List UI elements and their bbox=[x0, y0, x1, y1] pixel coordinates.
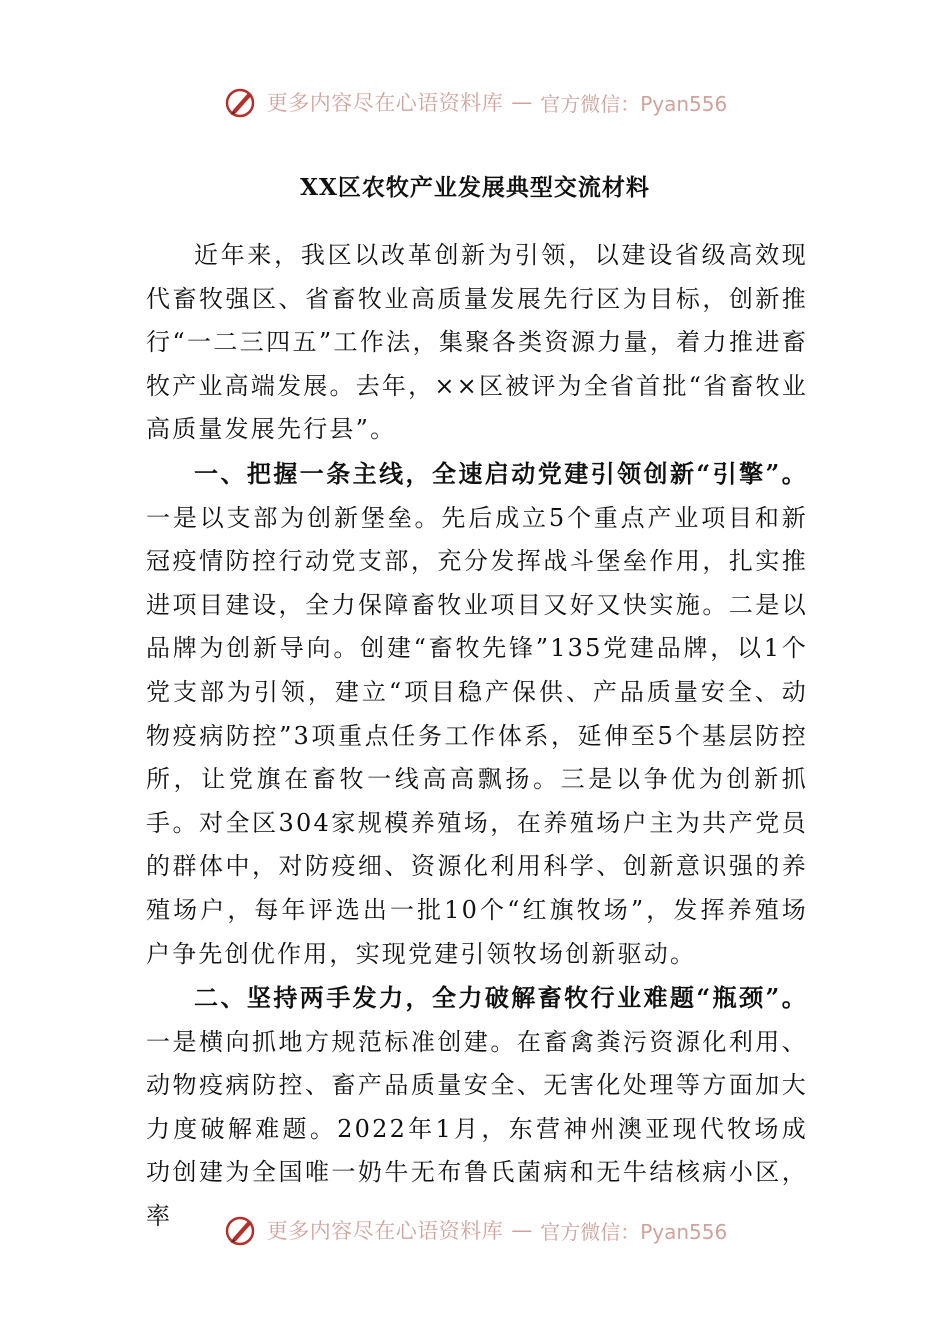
watermark-brand: 更多内容尽在心语资料库 bbox=[266, 91, 504, 115]
intro-paragraph: 近年来，我区以改革创新为引领，以建设省级高效现代畜牧强区、省畜牧业高质量发展先行区为目标，创新推行“一二三四五”工作法，集聚各类资源力量，着力推进畜牧产业高端发展。去年，××区被评为全省首批“省畜牧业高质量发展先行县”。 bbox=[146, 241, 808, 444]
section-1-paragraph bbox=[146, 452, 808, 976]
watermark-contact: 官方微信：Pyan556 bbox=[540, 91, 728, 116]
section-2-paragraph bbox=[146, 976, 808, 1239]
header-watermark bbox=[0, 80, 950, 124]
document-title: XX区农牧产业发展典型交流材料 bbox=[300, 174, 650, 201]
footer-watermark bbox=[0, 1208, 950, 1252]
section-1-heading: 一、把握一条主线，全速启动党建引领创新“引擎”。 bbox=[194, 458, 808, 488]
section-2-heading: 二、坚持两手发力，全力破解畜牧行业难题“瓶颈”。 bbox=[194, 983, 808, 1013]
section-1-body: 一是以支部为创新堡垒。先后成立5个重点产业项目和新冠疫情防控行动党支部，充分发挥战斗堡垒作用，扎实推进项目建设，全力保障畜牧业项目又好又快实施。二是以品牌为创新导向。创建“畜牧先锋”135党建品牌，以1个党支部为引领，建立“项目稳产保供、产品质量安全、动物疫病防控”3项重点任务工作体系，延伸至5个基层防控所，让党旗在畜牧一线高高飘扬。三是以争优为创新抓手。对全区304家规模养殖场，在养殖场户主为共产党员的群体中，对防疫细、资源化利用科学、创新意识强的养殖场户，每年评选出一批10个“红旗牧场”，发挥养殖场户争先创优作用，实现党建引领牧场创新驱动。 bbox=[146, 503, 808, 968]
pen-logo-icon bbox=[223, 1212, 259, 1248]
watermark-separator: — bbox=[511, 90, 533, 114]
watermark-brand: 更多内容尽在心语资料库 bbox=[266, 1219, 504, 1243]
watermark-contact: 官方微信：Pyan556 bbox=[540, 1219, 728, 1244]
section-2-body: 一是横向抓地方规范标准创建。在畜禽粪污资源化利用、动物疫病防控、畜产品质量安全、无害化处理等方面加大力度破解难题。2022年1月，东营神州澳亚现代牧场成功创建为全国唯一奶牛无布鲁氏菌病和无牛结核病小区，率 bbox=[146, 1027, 808, 1231]
document-body bbox=[146, 234, 808, 1239]
pen-logo-icon bbox=[223, 84, 259, 120]
watermark-separator: — bbox=[511, 1218, 533, 1242]
